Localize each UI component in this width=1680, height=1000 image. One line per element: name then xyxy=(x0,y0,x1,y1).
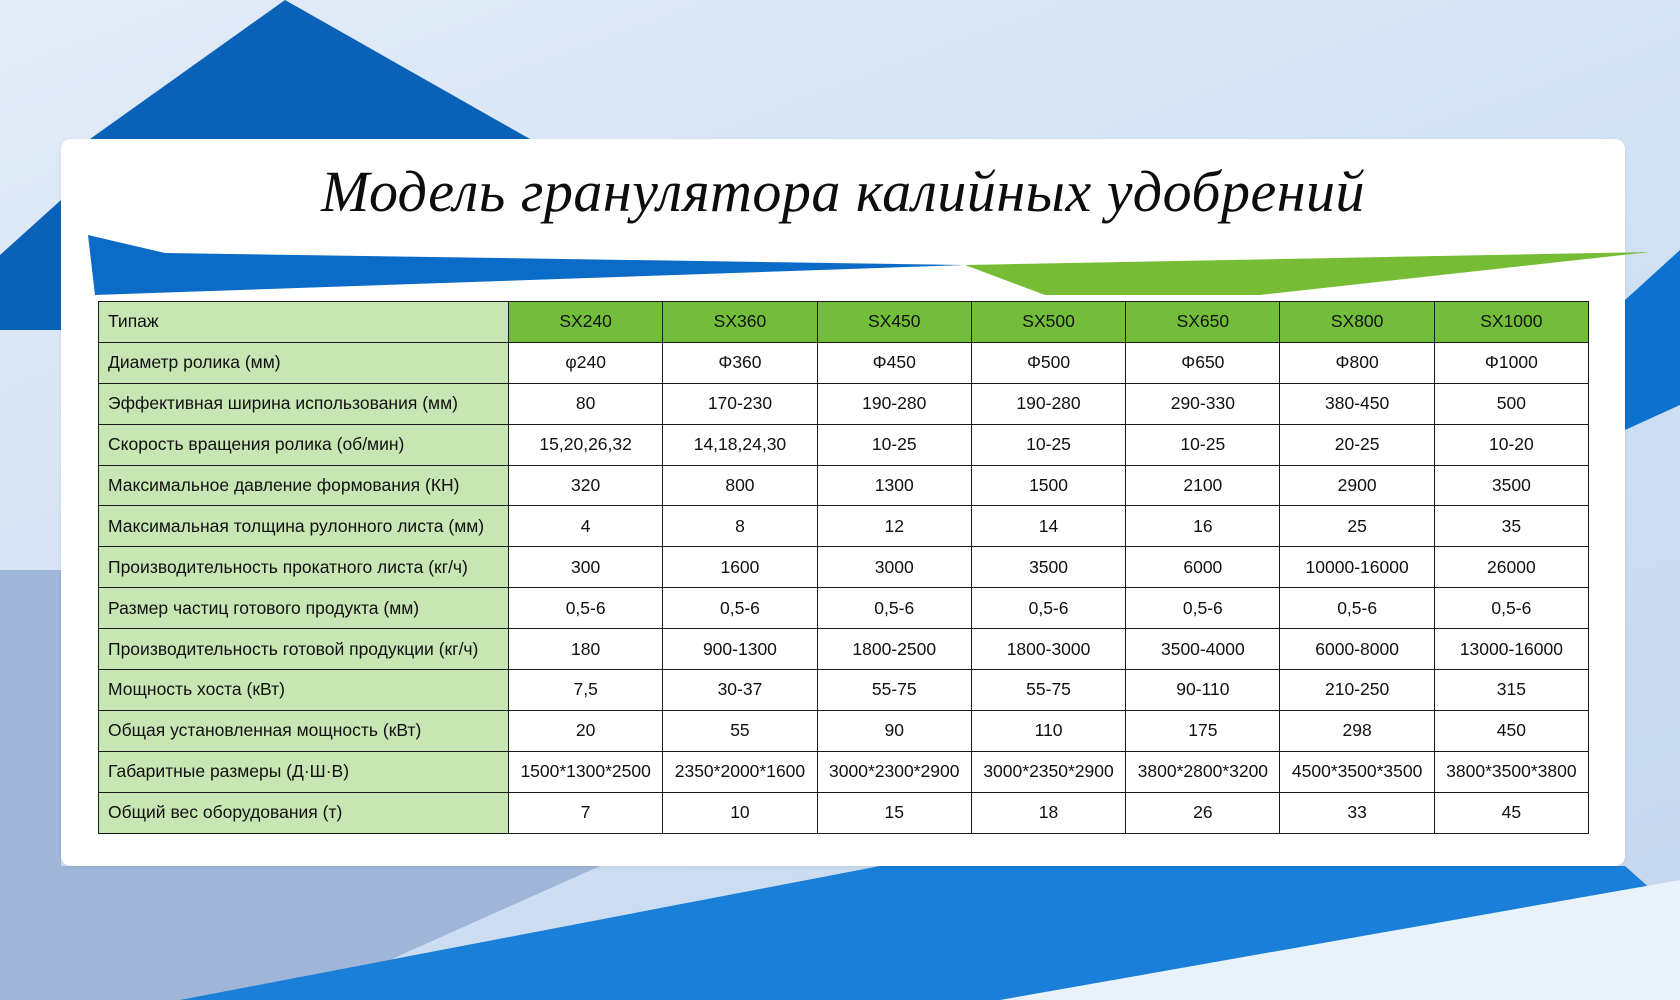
table-row xyxy=(99,547,1589,588)
bg-triangle-top-left xyxy=(90,0,530,139)
value-cell: 26000 xyxy=(1434,547,1588,588)
value-cell: 7,5 xyxy=(509,670,663,711)
value-cell: 8 xyxy=(663,506,817,547)
table-row xyxy=(99,792,1589,833)
value-cell: 3500 xyxy=(971,547,1125,588)
model-header-cell: SX800 xyxy=(1280,302,1434,343)
value-cell: 20 xyxy=(509,710,663,751)
model-header-cell: SX360 xyxy=(663,302,817,343)
value-cell: 0,5-6 xyxy=(1126,588,1280,629)
value-cell: 55-75 xyxy=(817,670,971,711)
value-cell: 3800*3500*3800 xyxy=(1434,751,1588,792)
value-cell: 315 xyxy=(1434,670,1588,711)
value-cell: 190-280 xyxy=(971,383,1125,424)
value-cell: 6000-8000 xyxy=(1280,629,1434,670)
value-cell: 55-75 xyxy=(971,670,1125,711)
value-cell: 3000 xyxy=(817,547,971,588)
row-label-cell: Общая установленная мощность (кВт) xyxy=(99,710,509,751)
model-header-cell: SX650 xyxy=(1126,302,1280,343)
value-cell: 4 xyxy=(509,506,663,547)
value-cell: 10-25 xyxy=(971,424,1125,465)
value-cell: 55 xyxy=(663,710,817,751)
table-row xyxy=(99,465,1589,506)
value-cell: 0,5-6 xyxy=(509,588,663,629)
table-row xyxy=(99,670,1589,711)
value-cell: 15 xyxy=(817,792,971,833)
value-cell: 450 xyxy=(1434,710,1588,751)
value-cell: Φ800 xyxy=(1280,342,1434,383)
value-cell: 190-280 xyxy=(817,383,971,424)
row-label-cell: Эффективная ширина использования (мм) xyxy=(99,383,509,424)
row-label-cell: Мощность хоста (кВт) xyxy=(99,670,509,711)
value-cell: 35 xyxy=(1434,506,1588,547)
value-cell: 10-25 xyxy=(1126,424,1280,465)
value-cell: 3500-4000 xyxy=(1126,629,1280,670)
value-cell: 110 xyxy=(971,710,1125,751)
value-cell: 298 xyxy=(1280,710,1434,751)
bg-triangle-right xyxy=(1625,250,1680,430)
table-row xyxy=(99,751,1589,792)
value-cell: 14,18,24,30 xyxy=(663,424,817,465)
table-row xyxy=(99,383,1589,424)
value-cell: Φ1000 xyxy=(1434,342,1588,383)
row-label-cell: Размер частиц готового продукта (мм) xyxy=(99,588,509,629)
value-cell: 170-230 xyxy=(663,383,817,424)
row-label-cell: Максимальное давление формования (КН) xyxy=(99,465,509,506)
value-cell: 2350*2000*1600 xyxy=(663,751,817,792)
value-cell: 0,5-6 xyxy=(663,588,817,629)
value-cell: 0,5-6 xyxy=(971,588,1125,629)
value-cell: 1500 xyxy=(971,465,1125,506)
value-cell: 3800*2800*3200 xyxy=(1126,751,1280,792)
row-label-cell: Производительность прокатного листа (кг/ч) xyxy=(99,547,509,588)
value-cell: 0,5-6 xyxy=(1434,588,1588,629)
value-cell: 175 xyxy=(1126,710,1280,751)
model-header-cell: SX450 xyxy=(817,302,971,343)
table-row xyxy=(99,629,1589,670)
header-label-cell: Типаж xyxy=(99,302,509,343)
value-cell: 10-25 xyxy=(817,424,971,465)
value-cell: 1800-2500 xyxy=(817,629,971,670)
value-cell: 1300 xyxy=(817,465,971,506)
value-cell: Φ500 xyxy=(971,342,1125,383)
value-cell: 1600 xyxy=(663,547,817,588)
value-cell: 3000*2350*2900 xyxy=(971,751,1125,792)
page-title: Модель гранулятора калийных удобрений xyxy=(320,159,1366,224)
value-cell: 80 xyxy=(509,383,663,424)
table-row xyxy=(99,424,1589,465)
row-label-cell: Общий вес оборудования (т) xyxy=(99,792,509,833)
value-cell: 45 xyxy=(1434,792,1588,833)
row-label-cell: Максимальная толщина рулонного листа (мм) xyxy=(99,506,509,547)
value-cell: 290-330 xyxy=(1126,383,1280,424)
value-cell: φ240 xyxy=(509,342,663,383)
value-cell: 10 xyxy=(663,792,817,833)
value-cell: 16 xyxy=(1126,506,1280,547)
value-cell: 25 xyxy=(1280,506,1434,547)
value-cell: 10000-16000 xyxy=(1280,547,1434,588)
table-row xyxy=(99,506,1589,547)
value-cell: 20-25 xyxy=(1280,424,1434,465)
value-cell: 12 xyxy=(817,506,971,547)
value-cell: 18 xyxy=(971,792,1125,833)
value-cell: 380-450 xyxy=(1280,383,1434,424)
table-body xyxy=(99,342,1589,833)
value-cell: 210-250 xyxy=(1280,670,1434,711)
model-header-cell: SX500 xyxy=(971,302,1125,343)
table-row xyxy=(99,588,1589,629)
value-cell: 900-1300 xyxy=(663,629,817,670)
value-cell: 2100 xyxy=(1126,465,1280,506)
row-label-cell: Скорость вращения ролика (об/мин) xyxy=(99,424,509,465)
value-cell: 33 xyxy=(1280,792,1434,833)
value-cell: 500 xyxy=(1434,383,1588,424)
value-cell: 2900 xyxy=(1280,465,1434,506)
value-cell: 14 xyxy=(971,506,1125,547)
value-cell: 30-37 xyxy=(663,670,817,711)
value-cell: 6000 xyxy=(1126,547,1280,588)
value-cell: 90-110 xyxy=(1126,670,1280,711)
value-cell: 4500*3500*3500 xyxy=(1280,751,1434,792)
value-cell: 13000-16000 xyxy=(1434,629,1588,670)
value-cell: 90 xyxy=(817,710,971,751)
value-cell: 320 xyxy=(509,465,663,506)
value-cell: Φ450 xyxy=(817,342,971,383)
value-cell: 10-20 xyxy=(1434,424,1588,465)
value-cell: 180 xyxy=(509,629,663,670)
value-cell: 3000*2300*2900 xyxy=(817,751,971,792)
row-label-cell: Производительность готовой продукции (кг/ч) xyxy=(99,629,509,670)
value-cell: 300 xyxy=(509,547,663,588)
value-cell: 0,5-6 xyxy=(1280,588,1434,629)
model-header-cell: SX240 xyxy=(509,302,663,343)
model-header-cell: SX1000 xyxy=(1434,302,1588,343)
table-row xyxy=(99,342,1589,383)
bg-triangle-left xyxy=(0,200,61,330)
value-cell: 0,5-6 xyxy=(817,588,971,629)
value-cell: Φ650 xyxy=(1126,342,1280,383)
value-cell: 15,20,26,32 xyxy=(509,424,663,465)
table-row xyxy=(99,710,1589,751)
value-cell: Φ360 xyxy=(663,342,817,383)
value-cell: 800 xyxy=(663,465,817,506)
value-cell: 7 xyxy=(509,792,663,833)
value-cell: 1800-3000 xyxy=(971,629,1125,670)
specification-table xyxy=(98,301,1589,834)
row-label-cell: Диаметр ролика (мм) xyxy=(99,342,509,383)
row-label-cell: Габаритные размеры (Д·Ш·В) xyxy=(99,751,509,792)
table-header-row xyxy=(99,302,1589,343)
value-cell: 3500 xyxy=(1434,465,1588,506)
value-cell: 26 xyxy=(1126,792,1280,833)
value-cell: 1500*1300*2500 xyxy=(509,751,663,792)
